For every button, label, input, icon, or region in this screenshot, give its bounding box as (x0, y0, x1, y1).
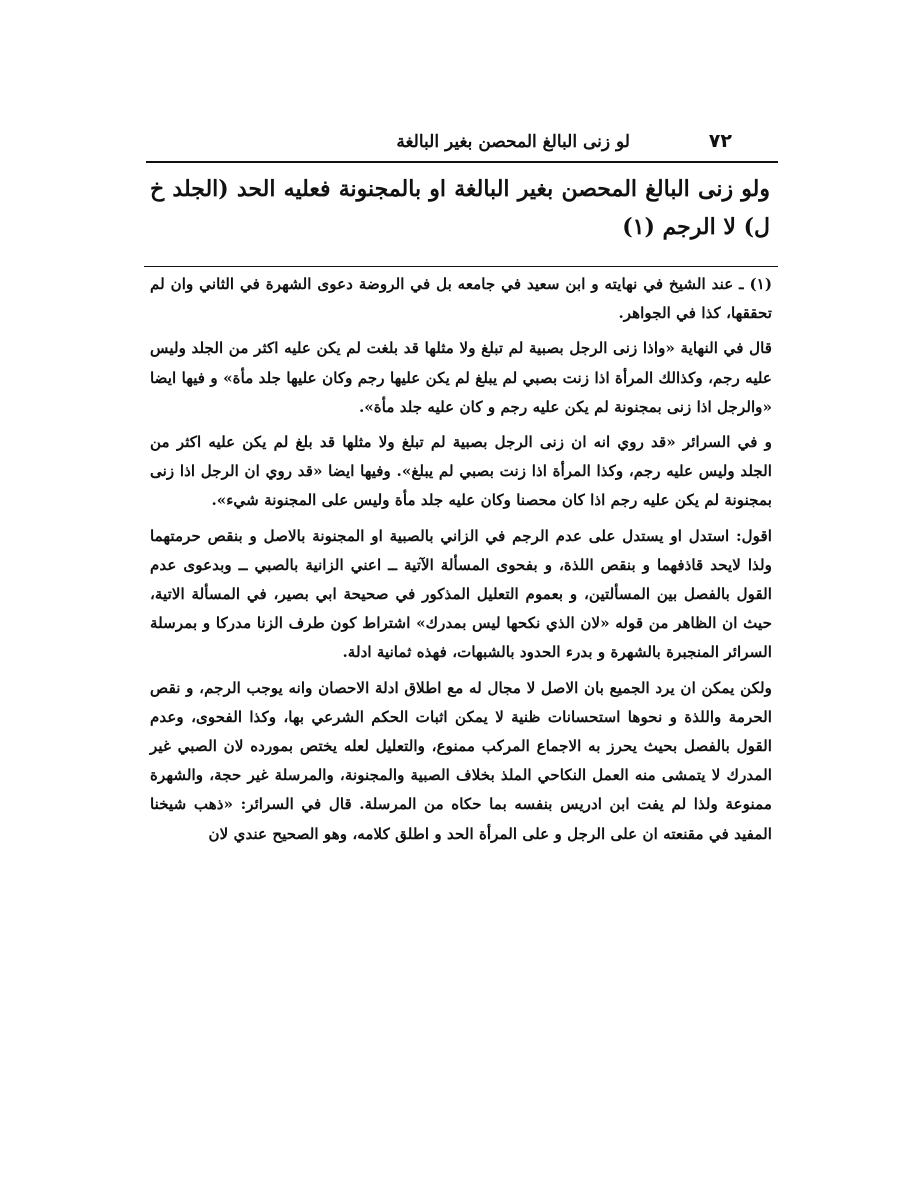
running-title: لو زنى البالغ المحصن بغير البالغة (396, 132, 630, 152)
footnote-paragraph: قال في النهاية «واذا زنى الرجل بصبية لم تبلغ ولا مثلها قد بلغت لم يكن عليه اكثر من الجلد وليس عليه رجم، وكذالك المرأة اذا زنت بصبي لم يبلغ لم يكن عليها رجم وكان عليها جلد مأة» و فيها ايضا «والرجل اذا زنى بمجنونة لم يكن عليه رجم و كان عليه جلد مأة». (150, 339, 772, 416)
footnote-paragraph: اقول: استدل او يستدل على عدم الرجم في الزاني بالصبية او المجنونة بالاصل و بنقص حرمتهما ولذا لايحد قاذفهما و بنقص اللذة، و بفحوى المسألة الآتية ــ اعني الزانية بالصبي ــ وبدعوى عدم القول بالفصل بين المسألتين، و بعموم التعليل المذكور في صحيحة ابي بصير، في المسألة الاتية، حيث ان الظاهر من قوله «لان الذي نكحها ليس بمدرك» اشتراط كون طرف الزنا مدركا و بمرسلة السرائر المنجبرة بالشهرة و بدرء الحدود بالشبهات، فهذه ثمانية ادلة. (150, 526, 772, 662)
footnote-paragraph: و في السرائر «قد روي انه ان زنى الرجل بصبية لم تبلغ ولا مثلها قد بلغ لم يكن عليه اكثر من الجلد وليس عليه رجم، وكذا المرأة اذا زنت بصبي لم يبلغ». وفيها ايضا «قد روي ان الرجل اذا زنى بمجنونة لم يكن عليه رجم اذا كان محصنا وكان عليه جلد مأة وليس على المجنونة شيء». (150, 433, 772, 510)
main-text: ولو زنى البالغ المحصن بغير البالغة او بالمجنونة فعليه الحد (الجلد خ ل) لا الرجم (١) (150, 176, 770, 240)
footnote-paragraph: (١) ـ عند الشيخ في نهايته و ابن سعيد في جامعه بل في الروضة دعوى الشهرة في الثاني وان لم تحققها، كذا في الجواهر. (150, 275, 772, 323)
footnotes (150, 270, 772, 849)
footnote-paragraph: ولكن يمكن ان يرد الجميع بان الاصل لا مجال له مع اطلاق ادلة الاحصان وانه يوجب الرجم، و نقص الحرمة واللذة و نحوها استحسانات ظنية لا يمكن اثبات الحكم الشرعي بها، وكذا الفحوى، وعدم القول بالفصل بحيث يحرز به الاجماع المركب ممنوع، والتعليل لعله يختص بمورده لان الصبي غير المدرك لا يتمشى منه العمل النكاحي الملذ بخلاف الصبية والمجنونة، والمرسلة غير حجة، والشهرة ممنوعة ولذا لم يفت ابن ادريس بنفسه بما حكاه من المرسلة. قال في السرائر: «ذهب شيخنا المفيد في مقنعته ان على الرجل و على المرأة الحد و اطلق كلامه، وهو الصحيح عندي لان (150, 678, 772, 843)
header-rule (146, 161, 778, 163)
page-header (150, 128, 750, 160)
footnote-separator (144, 266, 778, 267)
page-number: ٧٢ (708, 130, 732, 152)
